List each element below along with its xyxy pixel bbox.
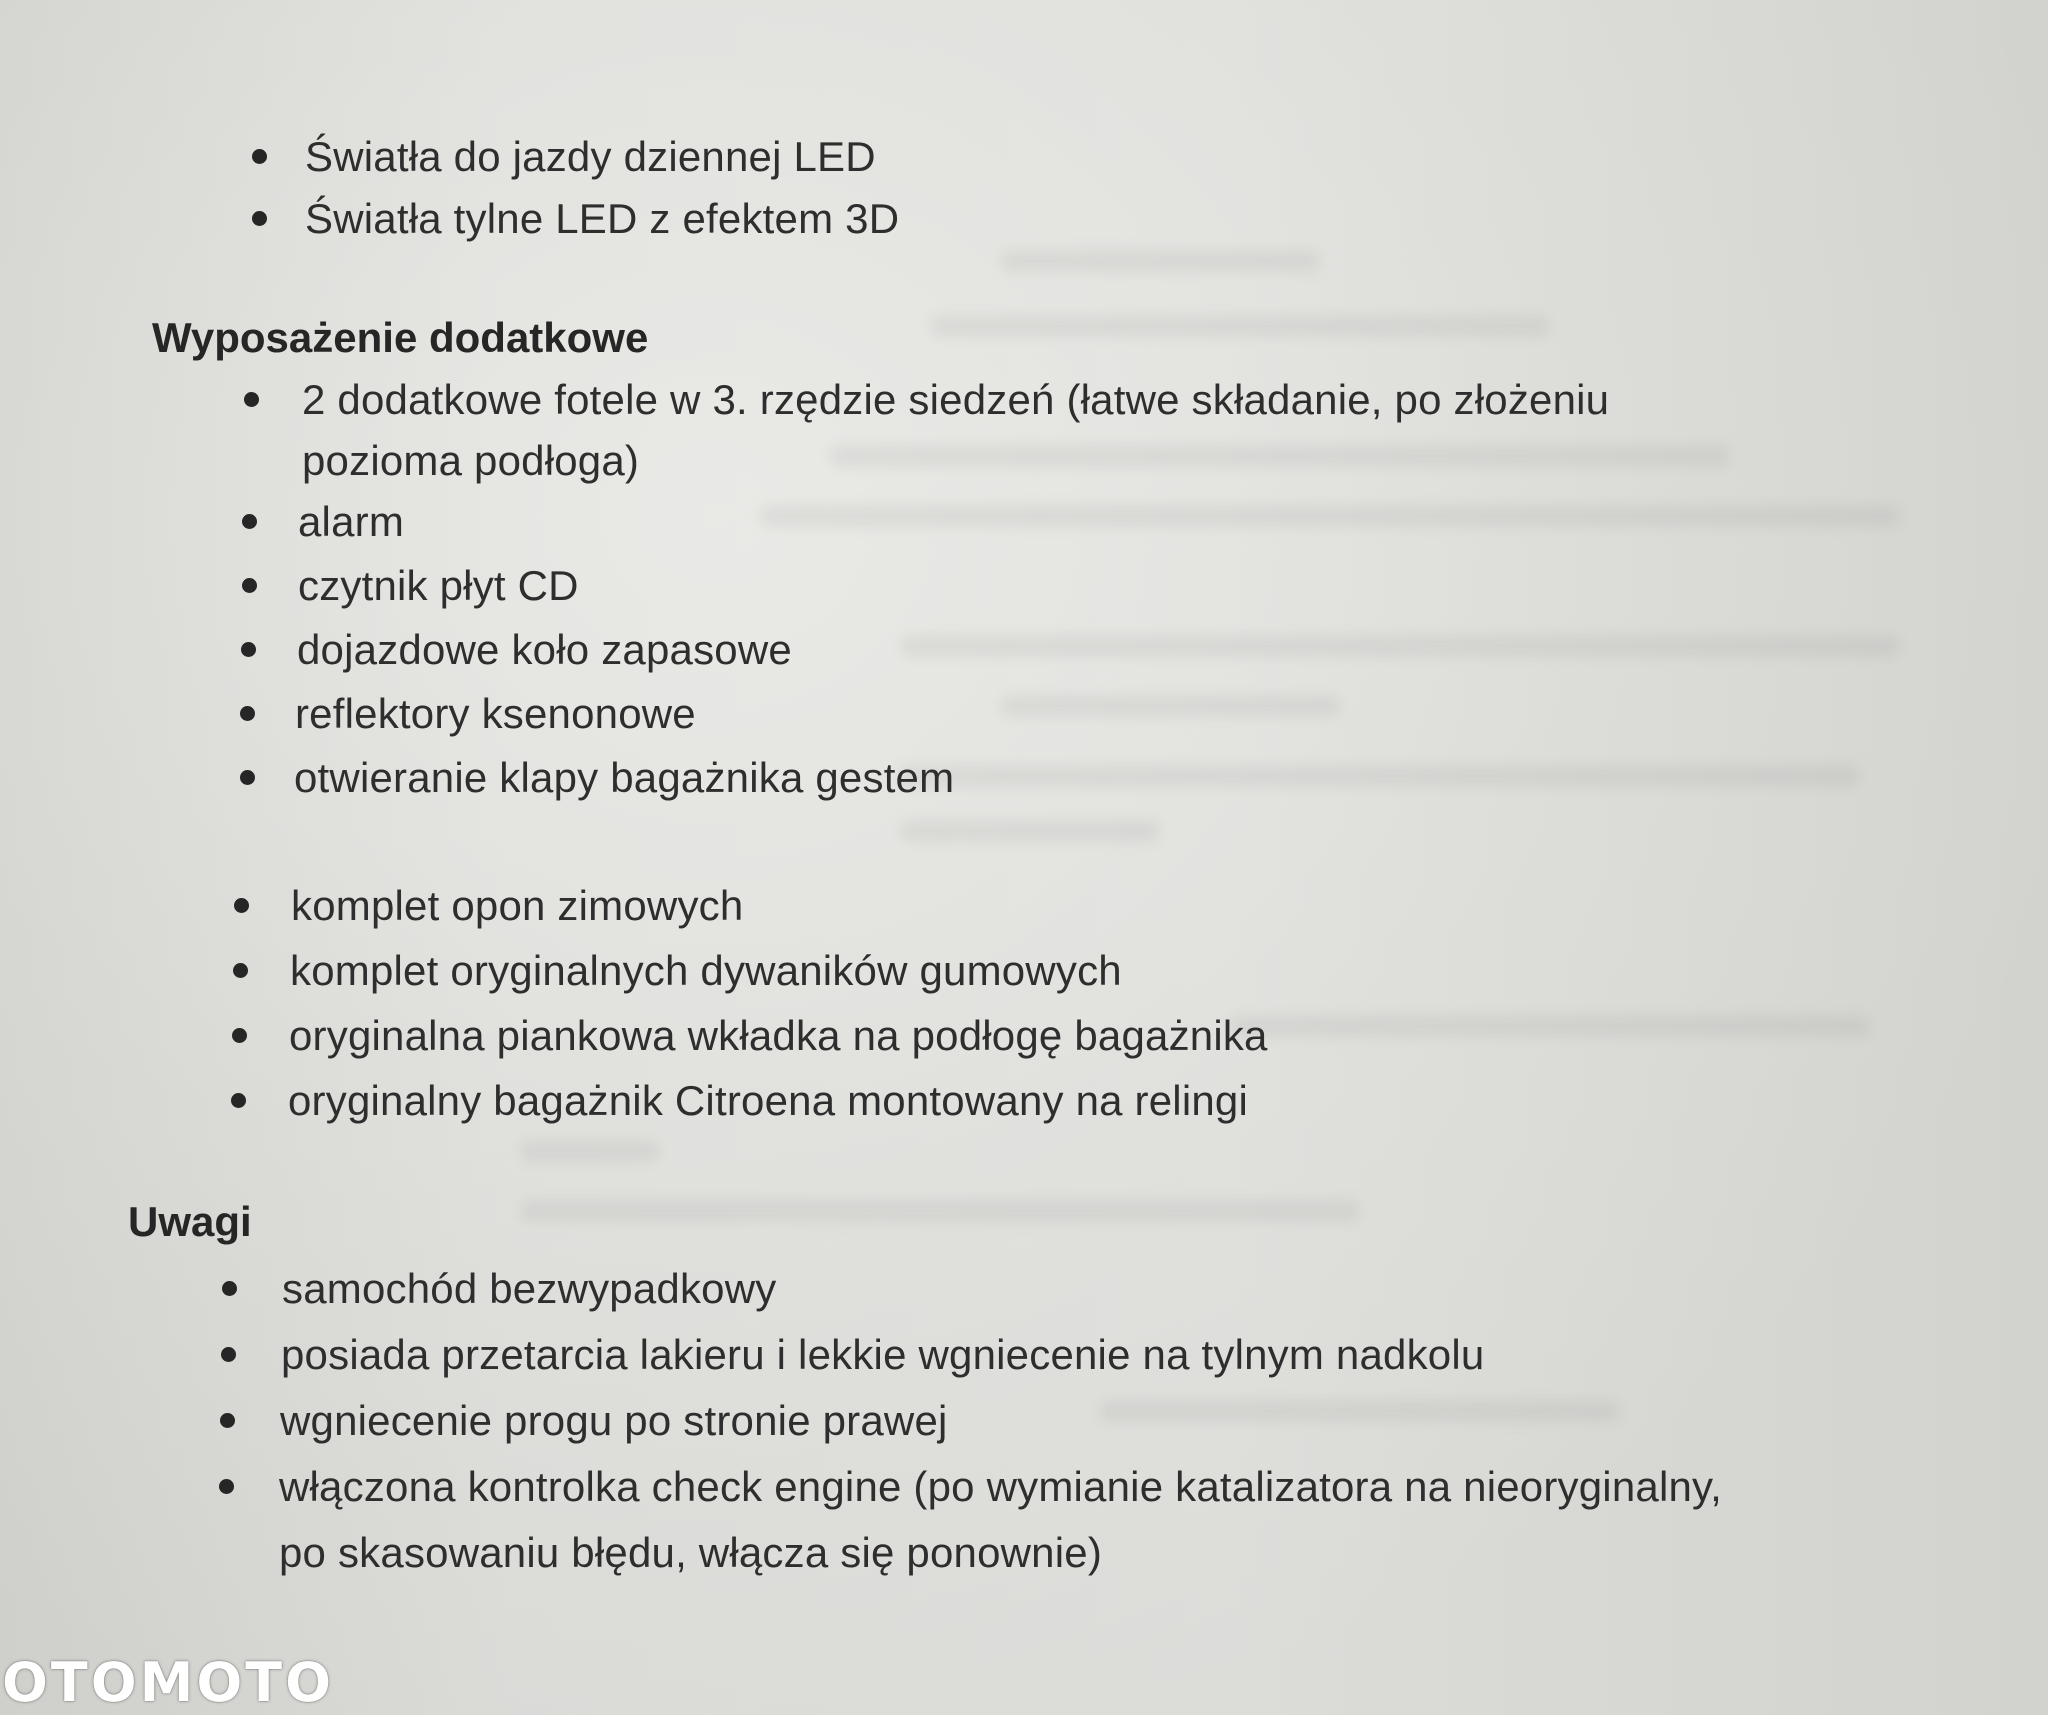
list-item-text: po skasowaniu błędu, włącza się ponownie): [279, 1529, 1103, 1576]
list-item-text: otwieranie klapy bagażnika gestem: [294, 754, 955, 801]
show-through-text: [520, 1200, 1360, 1222]
list-item: [234, 939, 1268, 1003]
bullet-icon: [220, 1413, 235, 1428]
list-item-continuation: [222, 1521, 1722, 1585]
bullet-icon: [234, 898, 249, 913]
list-item-text: pozioma podłoga): [302, 437, 640, 484]
list-item-text: alarm: [298, 498, 405, 545]
list-item: [244, 490, 1609, 554]
list-item: [222, 1455, 1722, 1519]
list-item-text: dojazdowe koło zapasowe: [297, 626, 792, 673]
section-heading-extra-equipment: Wyposażenie dodatkowe: [152, 314, 649, 361]
bullet-icon: [242, 514, 257, 529]
list-item-text: komplet opon zimowych: [291, 882, 744, 929]
list-item-text: komplet oryginalnych dywaników gumowych: [290, 947, 1122, 994]
list-item: [222, 1257, 1722, 1321]
bullet-icon: [222, 1281, 237, 1296]
list-item-text: wgniecenie progu po stronie prawej: [280, 1397, 948, 1444]
bullet-icon: [241, 642, 256, 657]
list-item-continuation: [244, 429, 1609, 493]
list-item: [234, 874, 1268, 938]
list-item-text: oryginalna piankowa wkładka na podłogę bagażnika: [289, 1012, 1268, 1059]
list-item-text: reflektory ksenonowe: [295, 690, 696, 737]
list-top-features: [252, 125, 899, 251]
list-item-text: czytnik płyt CD: [298, 562, 579, 609]
list-item: [252, 187, 899, 251]
list-item-text: samochód bezwypadkowy: [282, 1265, 777, 1312]
section-heading-notes: Uwagi: [128, 1198, 252, 1245]
list-item: [244, 618, 1609, 682]
list-extra-equipment: [244, 368, 1609, 810]
bullet-icon: [232, 1028, 247, 1043]
bullet-icon: [242, 578, 257, 593]
bullet-icon: [240, 770, 255, 785]
list-item: [234, 1004, 1268, 1068]
bullet-icon: [240, 706, 255, 721]
list-notes: [222, 1257, 1722, 1585]
otomoto-logo: [0, 1650, 362, 1714]
bullet-icon: [244, 392, 259, 407]
show-through-text: [1230, 1015, 1870, 1037]
list-item-text: włączona kontrolka check engine (po wymianie katalizatora na nieoryginalny,: [279, 1463, 1722, 1510]
list-item-text: oryginalny bagażnik Citroena montowany na relingi: [288, 1077, 1249, 1124]
bullet-icon: [252, 149, 267, 164]
list-item-text: Światła do jazdy dziennej LED: [305, 133, 876, 180]
bullet-icon: [221, 1347, 236, 1362]
list-item-text: 2 dodatkowe fotele w 3. rzędzie siedzeń (łatwe składanie, po złożeniu: [302, 376, 1610, 423]
list-item: [244, 682, 1609, 746]
list-item: [222, 1389, 1722, 1453]
show-through-text: [930, 315, 1550, 337]
logo-text: OTOMOTO: [2, 1650, 335, 1714]
bullet-icon: [233, 963, 248, 978]
list-item-text: Światła tylne LED z efektem 3D: [305, 195, 900, 242]
bullet-icon: [219, 1479, 234, 1494]
show-through-text: [900, 820, 1160, 842]
list-item: [252, 125, 899, 189]
list-extra-equipment-continued: [234, 874, 1268, 1133]
bullet-icon: [252, 211, 267, 226]
list-item-text: posiada przetarcia lakieru i lekkie wgniecenie na tylnym nadkolu: [281, 1331, 1485, 1378]
list-item: [234, 1069, 1268, 1133]
list-item: [244, 746, 1609, 810]
show-through-text: [1000, 250, 1320, 272]
show-through-text: [520, 1140, 660, 1162]
list-item: [222, 1323, 1722, 1387]
list-item: [244, 554, 1609, 618]
bullet-icon: [231, 1093, 246, 1108]
list-item: [244, 368, 1609, 432]
